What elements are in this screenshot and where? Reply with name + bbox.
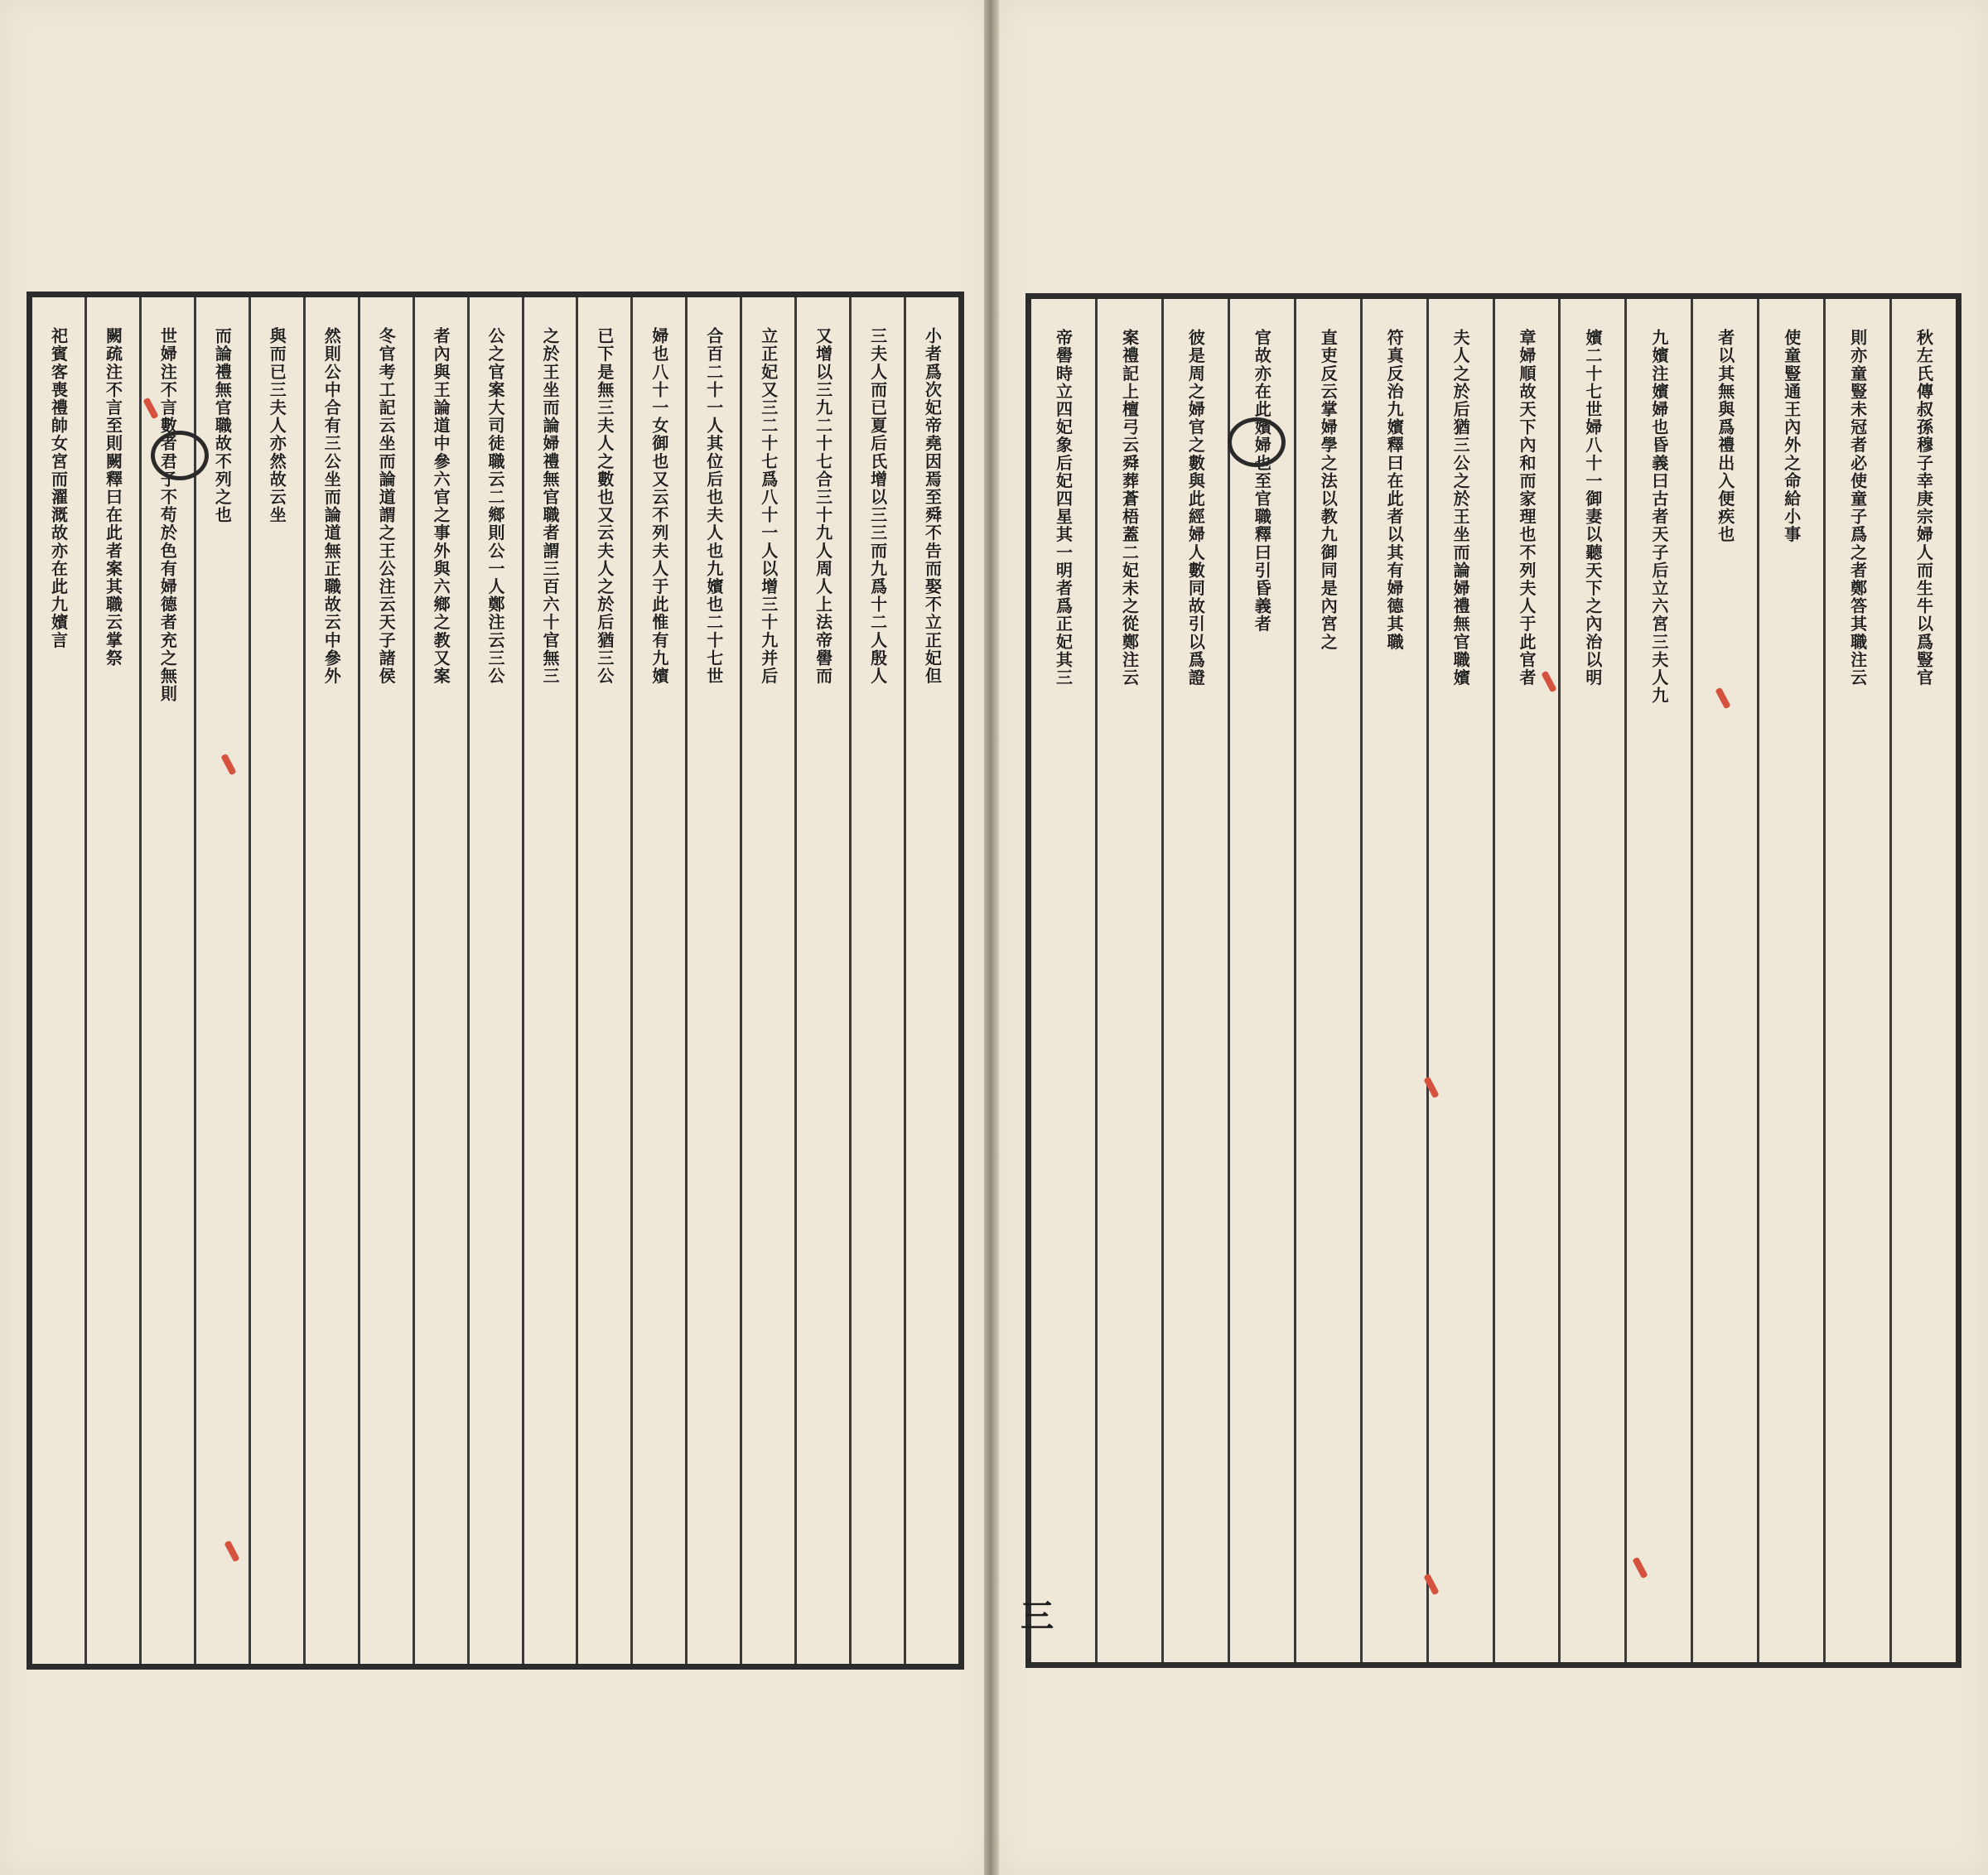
right-page-column-text: 嬪二十七世婦八十一御妻以聽天下之內治以明: [1582, 329, 1603, 687]
left-page-column: [139, 297, 194, 1664]
right-page-column-text: 官故亦在此嬪婦也至官職釋曰引昏義者: [1252, 329, 1272, 634]
left-page-column-text: 婦也八十一女御也又云不列夫人于此惟有九嬪: [649, 327, 669, 685]
left-page-column-text: 已下是無三夫人之數也又云夫人之於后猶三公: [594, 327, 615, 685]
right-page-column-text: 夫人之於后猶三公之於王坐而論婦禮無官職嬪: [1450, 329, 1471, 687]
left-page-column: [84, 297, 139, 1664]
left-page-column: [358, 297, 413, 1664]
right-page-column: [1691, 299, 1757, 1662]
left-page-column: [685, 297, 740, 1664]
right-page-column-text: 帝嚳時立四妃象后妃四星其一明者爲正妃其三: [1053, 329, 1074, 687]
right-page-column: [1889, 299, 1956, 1662]
left-page-column: [303, 297, 358, 1664]
left-page-column-text: 者內與王論道中參六官之事外與六鄉之教又案: [431, 327, 451, 685]
book-gutter: [984, 0, 999, 1875]
right-page-column-text: 彼是周之婦官之數與此經婦人數同故引以爲證: [1185, 329, 1206, 687]
right-page-column: [1031, 299, 1095, 1662]
right-page-column-text: 符真反治九嬪釋曰在此者以其有婦德其職: [1384, 329, 1405, 651]
left-page-column-text: 之於王坐而論婦禮無官職者謂三百六十官無三: [539, 327, 560, 685]
left-page-column-text: 與而已三夫人亦然故云坐: [267, 327, 287, 524]
left-page-column: [849, 297, 904, 1664]
left-page-column-text: 然則公中合有三公坐而論道無正職故云中參外: [321, 327, 342, 685]
right-page-column-text: 秋左氏傳叔孫穆子幸庚宗婦人而生牛以爲豎官: [1913, 329, 1934, 687]
right-page-column: [1624, 299, 1691, 1662]
right-page-column: [1823, 299, 1889, 1662]
right-page-column: [1426, 299, 1493, 1662]
right-page-column: [1095, 299, 1161, 1662]
right-page-column-text: 使童豎通王內外之命給小事: [1781, 329, 1802, 544]
right-page-column-text: 案禮記上檀弓云舜葬蒼梧蓋二妃未之從鄭注云: [1119, 329, 1140, 687]
left-page-column-text: 立正妃又三二十七爲八十一人以增三十九并后: [758, 327, 779, 685]
left-page-column: [522, 297, 577, 1664]
left-page-column: [576, 297, 630, 1664]
left-page-column-text: 三夫人而已夏后氏增以三三而九爲十二人殷人: [867, 327, 888, 685]
right-page-column: [1558, 299, 1624, 1662]
left-page-column-text: 而論禮無官職故不列之也: [212, 327, 233, 524]
right-page-column-text: 直吏反云掌婦學之法以教九御同是內宮之: [1318, 329, 1339, 651]
right-page-column-text: 九嬪注嬪婦也昏義曰古者天子后立六宮三夫人九: [1648, 329, 1669, 705]
right-page-column: [1294, 299, 1360, 1662]
left-page-column: [630, 297, 685, 1664]
right-page-column: [1493, 299, 1559, 1662]
left-page-column-text: 又增以三九二十七合三十九人周人上法帝嚳而: [813, 327, 833, 685]
left-page-column-text: 祀賓客喪禮帥女宮而濯溉故亦在此九嬪言: [48, 327, 69, 649]
right-page-text-frame: [1025, 293, 1961, 1668]
right-page-column: [1161, 299, 1228, 1662]
left-page-column: [194, 297, 248, 1664]
right-page-column: [1757, 299, 1823, 1662]
right-page-column-text: 章婦順故天下內和而家理也不列夫人于此官者: [1517, 329, 1537, 687]
right-page-column: [1360, 299, 1426, 1662]
right-page-column-text: 則亦童豎未冠者必使童子爲之者鄭答其職注云: [1847, 329, 1868, 687]
left-page-column: [32, 297, 84, 1664]
left-page-column: [467, 297, 522, 1664]
left-page-column-text: 世婦注不言數者君子不苟於色有婦德者充之無則: [157, 327, 178, 703]
left-page-column-text: 闕疏注不言至則闕釋曰在此者案其職云掌祭: [103, 327, 123, 668]
commentary-seal-icon: [151, 431, 209, 480]
left-page-column-text: 冬官考工記云坐而論道謂之王公注云天子諸侯: [376, 327, 397, 685]
folio-number: 三: [1021, 1597, 1054, 1636]
right-page-column: [1228, 299, 1294, 1662]
left-page-column: [904, 297, 958, 1664]
right-page-column-text: 者以其無與爲禮出入便疾也: [1715, 329, 1735, 544]
left-page-column: [794, 297, 849, 1664]
left-page-column-text: 小者爲次妃帝堯因焉至舜不告而娶不立正妃但: [922, 327, 943, 685]
left-page-column-text: 公之官案大司徒職云二鄉則公一人鄭注云三公: [485, 327, 506, 685]
left-page-column: [413, 297, 467, 1664]
commentary-seal-icon: [1228, 417, 1286, 467]
left-page-column: [248, 297, 303, 1664]
left-page-text-frame: [27, 292, 964, 1670]
left-page-column-text: 合百二十一人其位后也夫人也九嬪也二十七世: [703, 327, 724, 685]
left-page-column: [740, 297, 794, 1664]
